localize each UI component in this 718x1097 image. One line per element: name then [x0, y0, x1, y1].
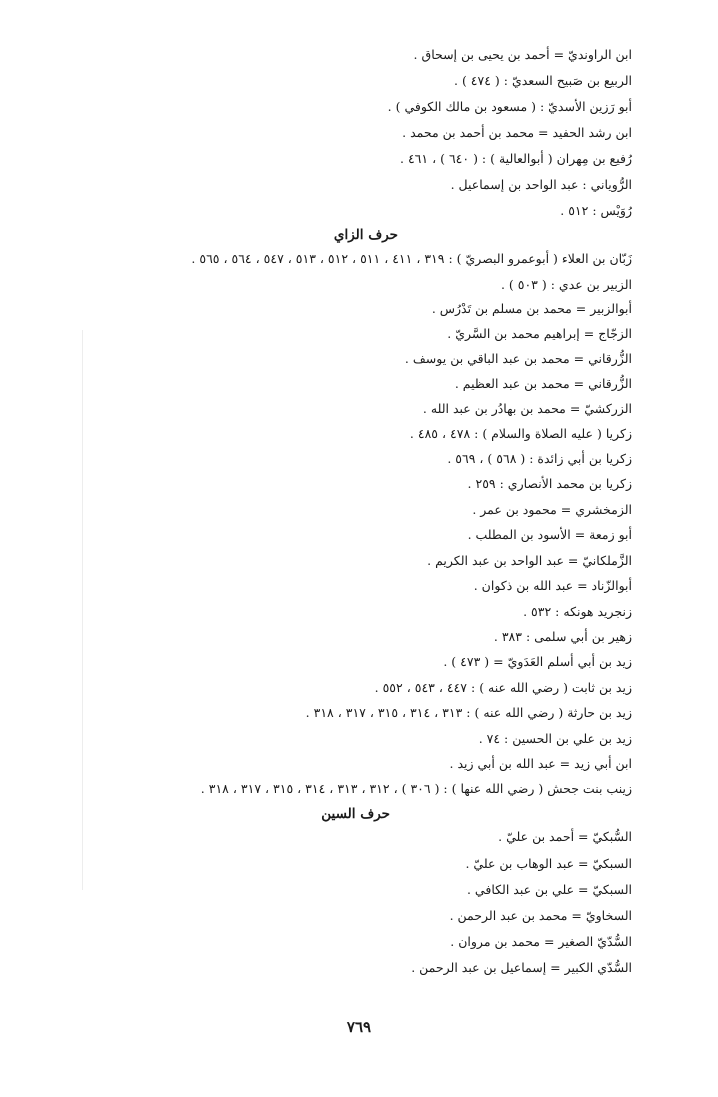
- index-entry: الزمخشري = محمود بن عمر .: [472, 502, 632, 517]
- index-entry: الزبير بن عدي : ( ٥٠٣ ) .: [500, 277, 632, 292]
- page-number: ٧٦٩: [346, 1018, 372, 1036]
- index-entry: السُّدّي الكبير = إسماعيل بن عبد الرحمن .: [411, 960, 632, 975]
- index-entry: ابن الراونديّ = أحمد بن يحيى بن إسحاق .: [413, 47, 632, 62]
- index-entry: زنجريد هونكه : ٥٣٢ .: [523, 604, 632, 619]
- index-entry: أبو زمعة = الأسود بن المطلب .: [467, 527, 632, 542]
- index-entry: رُوَيْس : ٥١٢ .: [560, 203, 632, 218]
- index-entry: زيد بن أبي أسلم العَدَويّ = ( ٤٧٣ ) .: [443, 654, 632, 669]
- index-entry: الزُّرقاني = محمد بن عبد العظيم .: [454, 376, 632, 391]
- index-entry: السخاويّ = محمد بن عبد الرحمن .: [449, 908, 632, 923]
- index-entry: زَبّان بن العلاء ( أبوعمرو البصريّ ) : ٣١٩ ، ٤١١ ، ٥١١ ، ٥١٢ ، ٥١٣ ، ٥٤٧ ، ٥٦٤ ، ٥٦٥ .: [191, 251, 632, 266]
- index-entry: زهير بن أبي سلمى : ٣٨٣ .: [493, 629, 632, 644]
- index-entry: زكريا بن أبي زائدة : ( ٥٦٨ ) ، ٥٦٩ .: [447, 451, 632, 466]
- index-entry: الزركشيّ = محمد بن بهادُر بن عبد الله .: [422, 401, 632, 416]
- section-heading-sin: حرف السين: [321, 806, 390, 822]
- page-fold-shadow: [82, 330, 83, 890]
- index-entry: أبو رَزين الأسديّ : ( مسعود بن مالك الكوفي ) .: [387, 99, 632, 114]
- index-entry: زينب بنت جحش ( رضي الله عنها ) : ( ٣٠٦ ) ، ٣١٢ ، ٣١٣ ، ٣١٤ ، ٣١٥ ، ٣١٧ ، ٣١٨ .: [200, 781, 632, 796]
- index-entry: ابن أبي زيد = عبد الله بن أبي زيد .: [449, 756, 632, 771]
- index-entry: رُفيع بن مِهران ( أبوالعالية ) : ( ٦٤٠ ) ، ٤٦١ .: [400, 151, 632, 166]
- index-entry: زيد بن حارثة ( رضي الله عنه ) : ٣١٣ ، ٣١٤ ، ٣١٥ ، ٣١٧ ، ٣١٨ .: [305, 705, 632, 720]
- index-entry: زكريا بن محمد الأنصاري : ٢٥٩ .: [467, 476, 632, 491]
- index-entry: ابن رشد الحفيد = محمد بن أحمد بن محمد .: [402, 125, 632, 140]
- index-entry: أبوالزبير = محمد بن مسلم بن تَدْرُس .: [431, 301, 632, 316]
- index-entry: السبكيّ = عبد الوهاب بن عليّ .: [465, 856, 632, 871]
- index-entry: زيد بن علي بن الحسين : ٧٤ .: [478, 731, 632, 746]
- index-entry: الزجّاج = إبراهيم محمد بن السَّريّ .: [447, 326, 632, 341]
- index-entry: زيد بن ثابت ( رضي الله عنه ) : ٤٤٧ ، ٥٤٣ ، ٥٥٢ .: [374, 680, 632, 695]
- section-heading-zay: حرف الزاي: [333, 227, 398, 243]
- index-entry: الربيع بن صَبيح السعديّ : ( ٤٧٤ ) .: [454, 73, 632, 88]
- index-entry: أبوالزّناد = عبد الله بن ذكوان .: [473, 578, 632, 593]
- index-entry: الزُّرقاني = محمد بن عبد الباقي بن يوسف .: [404, 351, 632, 366]
- index-entry: السبكيّ = علي بن عبد الكافي .: [466, 882, 632, 897]
- index-entry: الزَّملكانيّ = عبد الواحد بن عبد الكريم .: [427, 553, 632, 568]
- index-entry: الرُّوياني : عبد الواحد بن إسماعيل .: [450, 177, 632, 192]
- index-entry: السُّدّيّ الصغير = محمد بن مروان .: [450, 934, 632, 949]
- index-entry: زكريا ( عليه الصلاة والسلام ) : ٤٧٨ ، ٤٨٥ .: [409, 426, 632, 441]
- index-entry: السُّبكيّ = أحمد بن عليّ .: [498, 829, 632, 844]
